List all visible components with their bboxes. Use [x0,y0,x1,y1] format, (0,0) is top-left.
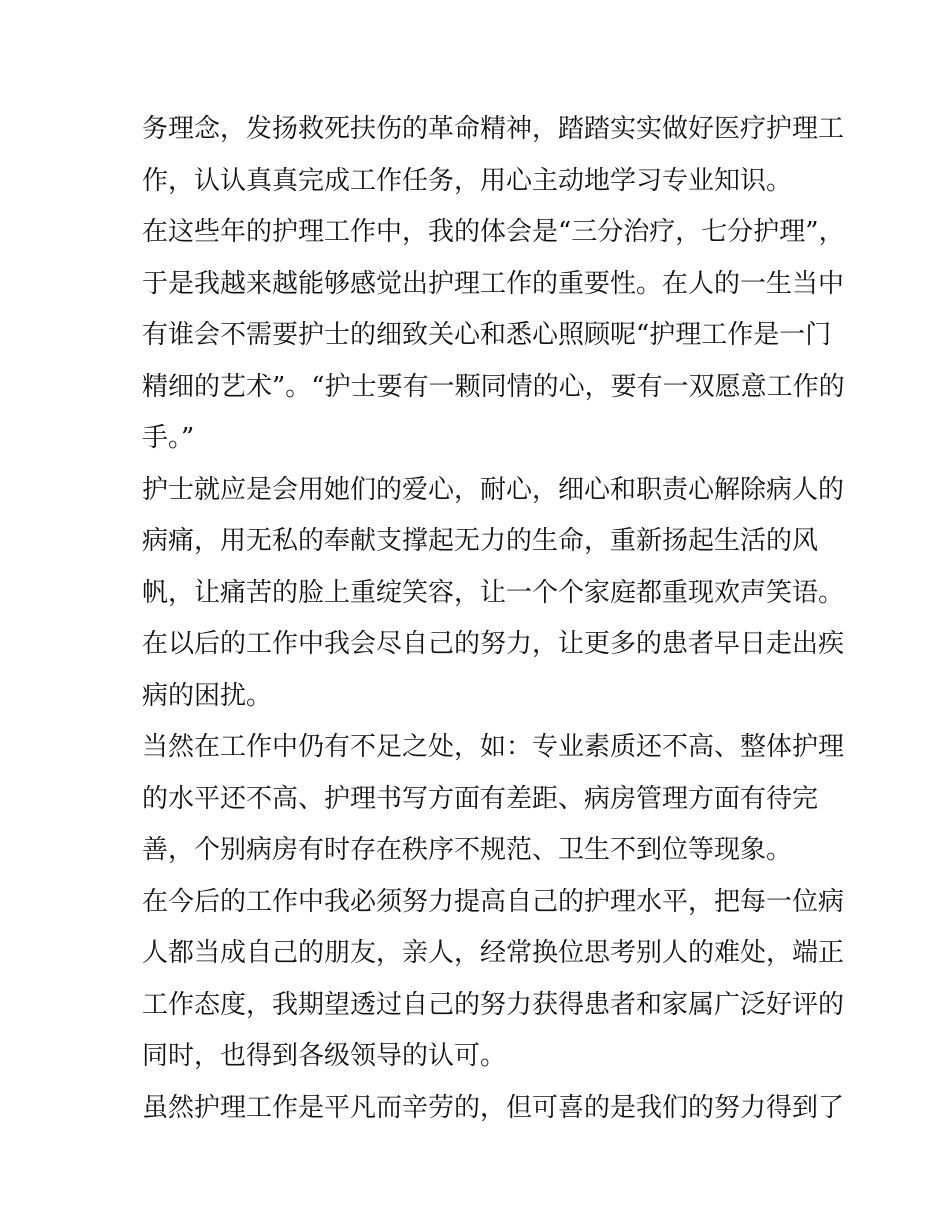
text-line: 于是我越来越能够感觉出护理工作的重要性。在人的一生当中 [142,268,845,299]
text-line: 病的困扰。 [142,680,273,711]
text-line: 同时，也得到各级领导的认可。 [142,1041,507,1071]
document-body [142,104,845,1134]
text-line: 的水平还不高、护理书写方面有差距、病房管理方面有待完 [142,783,819,814]
text-line: 在今后的工作中我必须努力提高自己的护理水平，把每一位病 [142,886,845,917]
text-line: 在这些年的护理工作中，我的体会是“三分治疗，七分护理”， [142,217,845,247]
text-line: 工作态度，我期望透过自己的努力获得患者和家属广泛好评的 [142,989,845,1020]
text-line: 务理念，发扬救死扶伤的革命精神，踏踏实实做好医疗护理工 [142,114,845,144]
text-line: 精细的艺术”。“护士要有一颗同情的心，要有一双愿意工作的 [142,371,845,402]
text-line: 当然在工作中仍有不足之处，如：专业素质还不高、整体护理 [142,732,845,762]
text-line: 善，个别病房有时存在秩序不规范、卫生不到位等现象。 [142,835,793,865]
text-line: 人都当成自己的朋友，亲人，经常换位思考别人的难处，端正 [142,938,845,968]
text-line: 虽然护理工作是平凡而辛劳的，但可喜的是我们的努力得到了 [142,1092,845,1123]
text-line: 护士就应是会用她们的爱心，耐心，细心和职责心解除病人的 [142,474,845,505]
text-line: 手。” [142,423,195,453]
text-line: 在以后的工作中我会尽自己的努力，让更多的患者早日走出疾 [142,629,845,659]
text-line: 病痛，用无私的奉献支撑起无力的生命，重新扬起生活的风 [142,526,819,556]
text-line: 作，认认真真完成工作任务，用心主动地学习专业知识。 [142,165,793,196]
text-line: 有谁会不需要护士的细致关心和悉心照顾呢“护理工作是一门 [142,320,832,350]
text-line: 帆，让痛苦的脸上重绽笑容，让一个个家庭都重现欢声笑语。 [142,577,845,608]
